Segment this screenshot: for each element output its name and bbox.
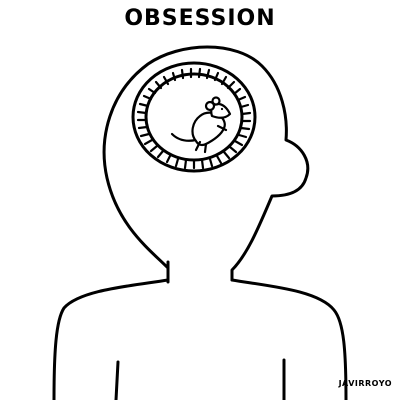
left-arm-line xyxy=(116,362,118,400)
artist-signature: JAVIRROYO xyxy=(338,379,392,388)
shoulders-outline xyxy=(54,280,168,400)
hamster-wheel-icon xyxy=(133,63,255,171)
comic-title: OBSESSION xyxy=(124,6,276,31)
shoulders-outline-right xyxy=(232,280,346,400)
